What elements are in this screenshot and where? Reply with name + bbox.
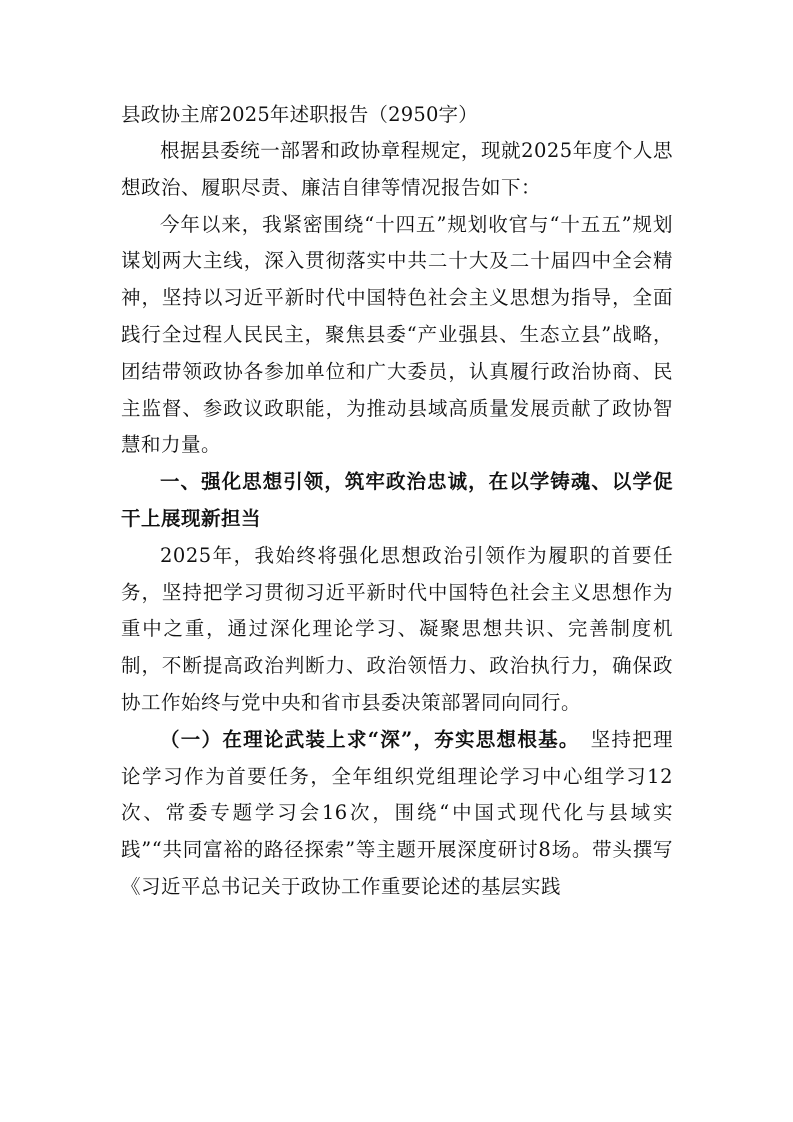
subsection-1-paragraph xyxy=(121,722,673,906)
section-heading-1: 一、强化思想引领，筑牢政治忠诚，在以学铸魂、以学促干上展现新担当 xyxy=(121,470,673,530)
subsection-1-text: 坚持把理论学习作为首要任务，全年组织党组理论学习中心组学习12次、常委专题学习会16次，围绕“中国式现代化与县域实践”“共同富裕的路径探索”等主题开展深度研讨8场。带头撰写《习近平总书记关于政协工作重要论述的基层实践 xyxy=(121,727,673,898)
section-1-paragraph: 2025年，我始终将强化思想政治引领作为履职的首要任务，坚持把学习贯彻习近平新时代中国特色社会主义思想作为重中之重，通过深化理论学习、凝聚思想共识、完善制度机制，不断提高政治判断力、政治领悟力、政治执行力，确保政协工作始终与党中央和省市县委决策部署同向同行。 xyxy=(121,543,673,714)
subsection-heading-1: （一）在理论武装上求“深”，夯实思想根基。 xyxy=(160,727,570,751)
document-title: 县政协主席2025年述职报告（2950字） xyxy=(121,103,478,126)
overview-paragraph: 今年以来，我紧密围绕“十四五”规划收官与“十五五”规划谋划两大主线，深入贯彻落实中共二十大及二十届四中全会精神，坚持以习近平新时代中国特色社会主义思想为指导，全面践行全过程人民民主，聚焦县委“产业强县、生态立县”战略，团结带领政协各参加单位和广大委员，认真履行政治协商、民主监督、参政议政职能，为推动县域高质量发展贡献了政协智慧和力量。 xyxy=(121,212,673,457)
document-body xyxy=(121,100,673,906)
intro-paragraph: 根据县委统一部署和政协章程规定，现就2025年度个人思想政治、履职尽责、廉洁自律等情况报告如下： xyxy=(121,139,673,199)
